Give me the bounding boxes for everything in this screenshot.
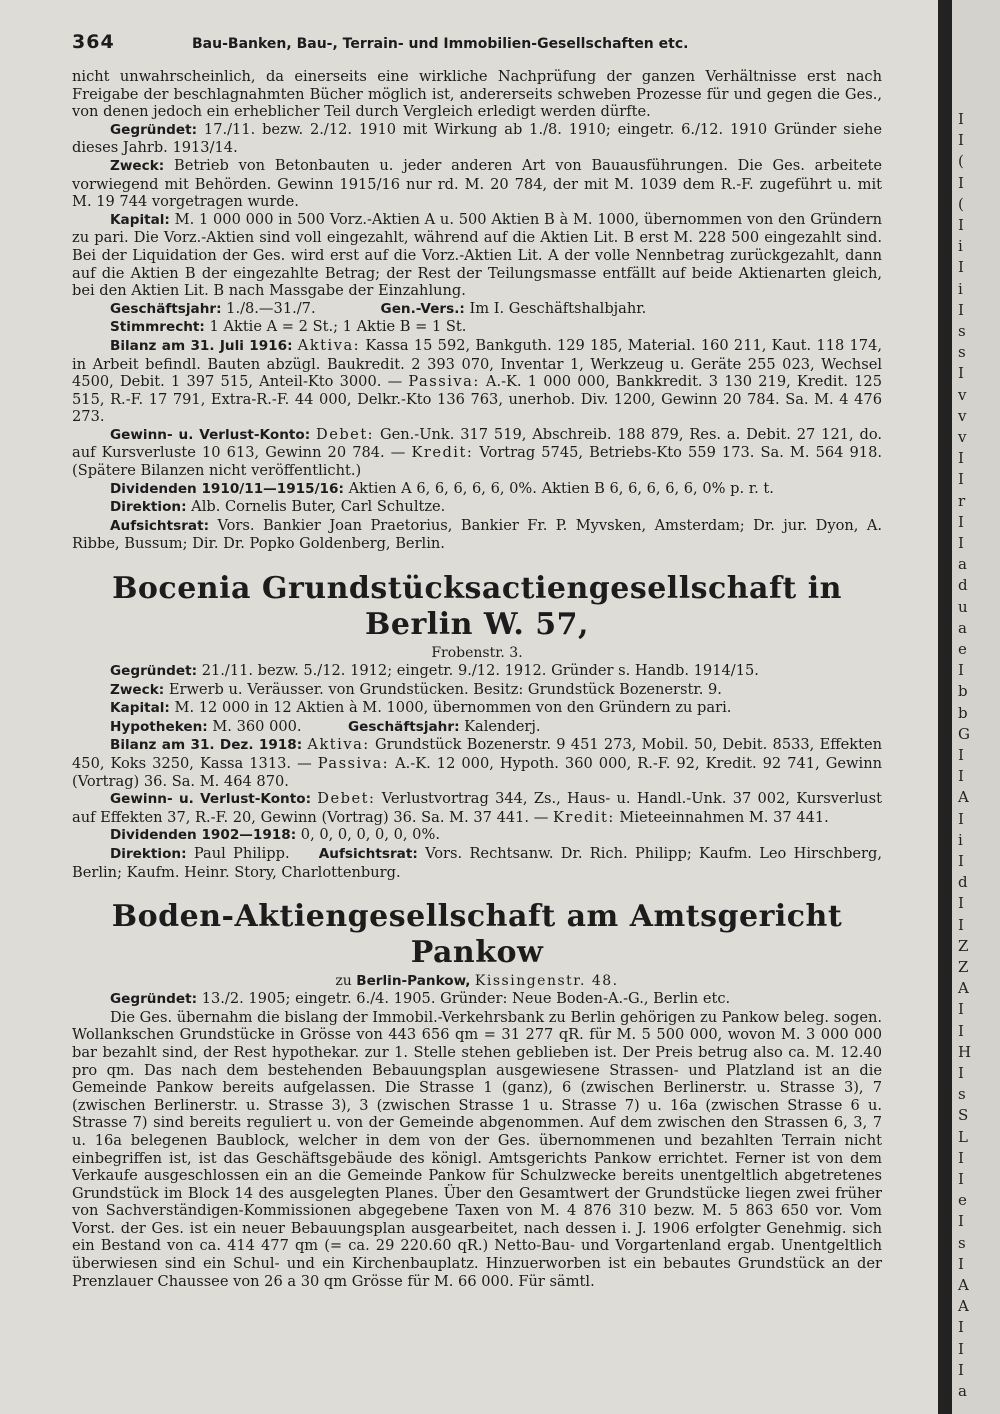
adjacent-page-char: v [958,406,967,425]
founded-label: Gegründet: [110,121,198,138]
voting-label: Stimmrecht: [110,319,205,336]
general-meeting-label: Gen.-Vers.: [380,300,465,317]
pnl-line [72,426,882,480]
voting-text: 1 Aktie A = 2 St.; 1 Aktie B = 1 St. [209,318,467,336]
fiscal-year-label: Geschäftsjahr: [110,300,222,317]
adjacent-page-char: I [958,746,964,764]
debit-label: Debet: [317,790,376,808]
founded-line [72,121,882,157]
adjacent-page-char: b [958,682,968,701]
adjacent-page-char: v [958,385,967,404]
balance-line [72,337,882,426]
dividends-line [72,480,882,499]
text-column [72,31,883,1290]
founded-text: 17./11. bezw. 2./12. 1910 mit Wirkung ab 1./8. 1910; eingetr. 6./12. 1910 Gründer siehe dieses Jahrb. 1913/14. [72,120,882,157]
adjacent-page-char: i [958,830,963,849]
adjacent-page-char: H [958,1042,972,1061]
founded-line [72,990,882,1009]
entry-bocenia [72,571,882,881]
adjacent-page-char: u [958,597,968,616]
liabilities-label: Passiva: [317,755,390,772]
adjacent-page-char: I [958,809,964,828]
adjacent-page-char: A [958,979,969,998]
assets-label: Aktiva: [297,336,361,354]
adjacent-page-char: A [958,1276,969,1294]
directors-line [72,845,882,881]
dividends-line [72,826,882,845]
adjacent-page-char: A [958,1297,969,1316]
page-number: 364 [72,31,115,53]
balance-label: Bilanz am 31. Juli 1916: [110,337,293,354]
purpose-text: Erwerb u. Veräusser. von Grundstücken. Besitz: Grundstück Bozenerstr. 9. [168,680,722,698]
entry-boden [72,899,882,1290]
adjacent-page-char: I [958,1021,964,1040]
assets-label: Aktiva: [307,736,370,754]
adjacent-page-char: I [958,1360,964,1379]
directors-line [72,498,882,517]
fiscal-year-line [72,300,882,319]
adjacent-page-char: I [958,852,964,870]
founded-text: 13./2. 1905; eingetr. 6./4. 1905. Gründer: Neue Boden-A.-G., Berlin etc. [201,990,731,1008]
adjacent-page-char: I [958,1000,964,1019]
entry-continued [72,68,882,553]
address-street: Kissingenstr. 48. [474,973,619,990]
entry-title: Boden-Aktiengesellschaft am Amtsgericht Pankow [111,899,843,971]
adjacent-page-char: I [958,258,964,277]
adjacent-page-char: Z [958,936,969,955]
capital-label: Kapital: [110,211,170,228]
adjacent-page-char: I [958,512,964,531]
founded-label: Gegründet: [110,663,198,680]
adjacent-page-char: i [958,237,963,256]
capital-text: M. 12 000 in 12 Aktien à M. 1000, übernommen von den Gründern zu pari. [174,699,732,717]
founded-text: 21./11. bezw. 5./12. 1912; eingetr. 9./12. 1912. Gründer s. Handb. 1914/15. [201,662,759,680]
credit-label: Kredit: [552,808,615,826]
adjacent-page-char: e [958,1191,967,1210]
pnl-line [72,790,882,826]
supervisory-text: Vors. Rechtsanw. Dr. Rich. Philipp; Kaufm. Leo Hirschberg, Berlin; Kaufm. Heinr. Story, Charlottenburg. [72,844,882,881]
purpose-text: Betrieb von Betonbauten u. jeder anderen Art von Bauausführungen. Die Ges. arbeitete vorwiegend mit Behörden. Gewinn 1915/16 nur rd. M. 20 784, der mit M. 1039 dem R.-F. zugeführt u. mit M. 19 744 vorgetragen wurde. [72,156,882,211]
liabilities-label: Passiva: [408,373,480,391]
dividends-label: Dividenden 1902—1918: [110,827,297,844]
running-title: Bau-Banken, Bau-, Terrain- und Immobilien-Gesellschaften etc. [192,36,689,52]
capital-label: Kapital: [110,700,170,717]
adjacent-page-char: I [958,110,964,128]
body-paragraph: Die Ges. übernahm die bislang der Immobil.-Verkehrsbank zu Berlin gehörigen zu Pankow beleg. sogen. Wollankschen Grundstücke in Grösse von 443 656 qm = 31 277 qR. für M. 5 500 000, wovon M. 3 000 000 bar bezahlt sind, der Rest hypothekar. zur 1. Stelle stehen geblieben ist. Der Preis betrug also ca. M. 12.40 pro qm. Das nach dem bestehenden Bebauungsplan ausgewiesene Strassen- und Platzland ist an die Gemeinde Pankow bereits aufgelassen. Die Strasse 1 (ganz), 6 (zwischen Berlinerstr. u. Strasse 3), 7 (zwischen Berlinerstr. u. Strasse 3), 3 (zwischen Strasse 1 u. Strasse 7) u. 16a (zwischen Strasse 6 u. Strasse 7) sind bereits reguliert u. von der Gemeinde abgenommen. Auf dem zwischen den Strassen 6, 3, 7 u. 16a belegenen Baublock, welcher in dem von der Ges. übernommenen und bezahlten Terrain nicht einbegriffen ist, ist das Geschäftsgebäude des königl. Amtsgerichts Pankow errichtet. Ferner ist von dem Verkaufe ausgeschlossen ein an die Gemeinde Pankow für Schulzwecke bereits unentgeltlich abgetretenes Grundstück im Block 14 des ausgelegten Planes. Über den Gesamtwert der Grundstücke liegen zwei früher von Sachverständigen-Kommissionen abgegebene Taxen von M. 4 876 310 bezw. M. 5 863 650 vor. Vom Vorst. der Ges. ist ein neuer Bebauungsplan ausgearbeitet, nach dessen i. J. 1906 erfolgter Genehmig. sich ein Bestand von ca. 414 477 qm (= ca. 29 220.60 qR.) Netto-Bau- und Vorgartenland ergab. Unentgeltlich überwiesen sind ein Schul- und ein Kirchenbauplatz. Hinzuerworben ist ein bebautes Grundstück an der Prenzlauer Chaussee von 26 a 30 qm Grösse für M. 66 000. Für sämtl. [72,1008,882,1290]
adjacent-page-char: b [958,703,968,722]
adjacent-page-char: I [958,1170,964,1188]
adjacent-page-char: I [958,894,964,913]
directors-text: Alb. Cornelis Buter, Carl Schultze. [191,498,446,516]
address-city: Berlin-Pankow, [356,973,471,990]
adjacent-page-char: v [958,428,967,446]
adjacent-page-char: I [958,300,964,319]
credit-label: Kredit: [411,444,474,462]
capital-line [72,211,882,300]
mortgage-line [72,718,882,737]
dividends-text: 0, 0, 0, 0, 0, 0, 0%. [300,826,440,844]
dividends-label: Dividenden 1910/11—1915/16: [110,480,344,497]
purpose-label: Zweck: [110,681,165,698]
capital-line [72,699,882,718]
debit-text: Verlustvortrag 344, Zs., Haus- u. Handl.-Unk. 37 002, Kursverlust auf Effekten 37, R.-F. 20, Gewinn (Vortrag) 36. Sa. M. 37 441. — [72,790,883,826]
adjacent-page-char: S [958,1106,969,1125]
mortgage-label: Hypotheken: [110,718,208,735]
adjacent-page-char: Z [958,958,969,976]
purpose-label: Zweck: [110,157,165,174]
directors-label: Direktion: [110,499,187,516]
adjacent-page-char: I [958,1212,964,1231]
debit-text: Gen.-Unk. 317 519, Abschreib. 188 879, Res. a. Debit. 27 121, do. auf Kursverluste 10 613, Gewinn 20 784. — [72,425,883,462]
page-header [72,31,882,60]
supervisory-label: Aufsichtsrat: [110,517,209,534]
liabilities-text: A.-K. 12 000, Hypoth. 360 000, R.-F. 92, Kredit. 92 741, Gewinn (Vortrag) 36. Sa. M. 464 870. [72,755,883,790]
adjacent-page-char: s [958,1085,966,1104]
general-meeting-text: Im I. Geschäftshalbjahr. [469,299,647,317]
assets-text: Kassa 15 592, Bankguth. 129 185, Material. 160 211, Kaut. 118 174, in Arbeit befindl. Bauten abzügl. Baukredit. 2 393 070, Inventar 1, Werkzeug u. Geräte 255 023, Wechsel 4500, Debit. 1 397 515, Anteil-Kto 3000. — [72,336,883,391]
purpose-line [72,681,882,700]
founded-line [72,662,882,681]
adjacent-page-char: s [958,343,966,362]
adjacent-page-char: e [958,640,967,658]
fiscal-year-text: Kalenderj. [464,717,541,735]
entry-address [72,973,882,990]
supervisory-line [72,517,882,553]
assets-text: Grundstück Bozenerstr. 9 451 273, Mobil. 50, Debit. 8533, Effekten 450, Koks 3250, Kassa 1313. — [72,736,882,772]
entry-title: Bocenia Grundstücksactiengesellschaft in Berlin W. 57, [112,571,842,643]
adjacent-page-char: s [958,322,966,340]
adjacent-page-edge [952,0,1000,1414]
fiscal-year-text: 1./8.—31./7. [226,299,316,317]
adjacent-page-char: I [958,216,964,234]
adjacent-page-char: I [958,534,964,552]
adjacent-page-char: d [958,873,968,892]
adjacent-page-char: a [958,618,967,637]
adjacent-page-char: a [958,1382,967,1400]
founded-label: Gegründet: [110,991,198,1008]
adjacent-page-char: d [958,576,968,595]
adjacent-page-char: I [958,131,964,150]
adjacent-page-char: L [958,1127,968,1146]
purpose-line [72,157,882,211]
pnl-label: Gewinn- u. Verlust-Konto: [110,791,312,808]
adjacent-page-char: s [958,1233,966,1252]
debit-label: Debet: [316,425,375,443]
credit-text: Mieteeinnahmen M. 37 441. [619,808,829,826]
balance-label: Bilanz am 31. Dez. 1918: [110,737,303,754]
voting-line [72,318,882,337]
adjacent-page-char: I [958,767,964,786]
adjacent-page-char: I [958,173,964,192]
dividends-text: Aktien A 6, 6, 6, 6, 6, 0%. Aktien B 6, 6, 6, 6, 6, 0% p. r. t. [348,479,774,497]
fiscal-year-label: Geschäftsjahr: [347,718,460,735]
adjacent-page-char: I [958,449,964,468]
balance-line [72,736,882,790]
capital-text: M. 1 000 000 in 500 Vorz.-Aktien A u. 500 Aktien B à M. 1000, übernommen von den Gründern zu pari. Die Vorz.-Aktien sind voll eingezahlt, während auf die Aktien Lit. B erst M. 228 500 eingezahlt sind. Bei der Liquidation der Ges. wird erst auf die Vorz.-Aktien Lit. A der volle Nennbetrag zurückgezahlt, dann auf die Aktien B der eingezahlte Betrag; der Rest der Teilungsmasse entfällt auf beide Aktienarten gleich, bei den Aktien Lit. B nach Massgabe der Einzahlung. [72,210,882,300]
directors-text: Paul Philipp. [193,844,290,862]
intro-paragraph: nicht unwahrscheinlich, da einerseits eine wirkliche Nachprüfung der ganzen Verhältnisse erst nach Freigabe der beschlagnahmten Bücher möglich ist, andererseits schweben Prozesse für und gegen die Ges., von denen jedoch ein erheblicher Teil durch Vergleich erledigt werden dürfte. [72,68,882,121]
adjacent-page-char: ( [958,194,964,213]
supervisory-label: Aufsichtsrat: [318,845,418,862]
adjacent-page-char: I [958,1254,964,1273]
adjacent-page-char: I [958,915,964,934]
adjacent-page-char: ( [958,152,964,171]
liabilities-text: A.-K. 1 000 000, Bankkredit. 3 130 219, Kredit. 125 515, R.-F. 17 791, Extra-R.-F. 44 000, Delkr.-Kto 136 763, unerhob. Div. 1200, Gewinn 20 784. Sa. M. 4 476 273. [72,373,882,426]
adjacent-page-char: I [958,364,964,383]
credit-text: Vortrag 5745, Betriebs-Kto 559 173. Sa. M. 564 918. (Spätere Bilanzen nicht veröffentlicht.) [72,444,882,480]
entry-address: Frobenstr. 3. [431,645,523,662]
directors-label: Direktion: [110,845,187,862]
binding-gutter [938,0,952,1414]
adjacent-page-char: I [958,661,964,680]
pnl-label: Gewinn- u. Verlust-Konto: [110,426,311,443]
adjacent-page-char: A [958,788,969,807]
adjacent-page-char: I [958,1318,964,1337]
adjacent-page-char: G [958,724,970,743]
adjacent-page-char: I [958,470,964,489]
adjacent-page-char: r [958,491,966,510]
adjacent-page-char: I [958,1339,964,1358]
supervisory-text: Vors. Bankier Joan Praetorius, Bankier Fr. P. Myvsken, Amsterdam; Dr. jur. Dyon, A. Ribbe, Bussum; Dir. Dr. Popko Goldenberg, Berlin. [72,516,883,553]
mortgage-text: M. 360 000. [212,717,302,735]
adjacent-page-char: I [958,1064,964,1082]
address-prefix: zu [335,973,352,990]
adjacent-page-char: a [958,555,967,574]
adjacent-page-char: I [958,1148,964,1167]
adjacent-page-char: i [958,279,963,298]
